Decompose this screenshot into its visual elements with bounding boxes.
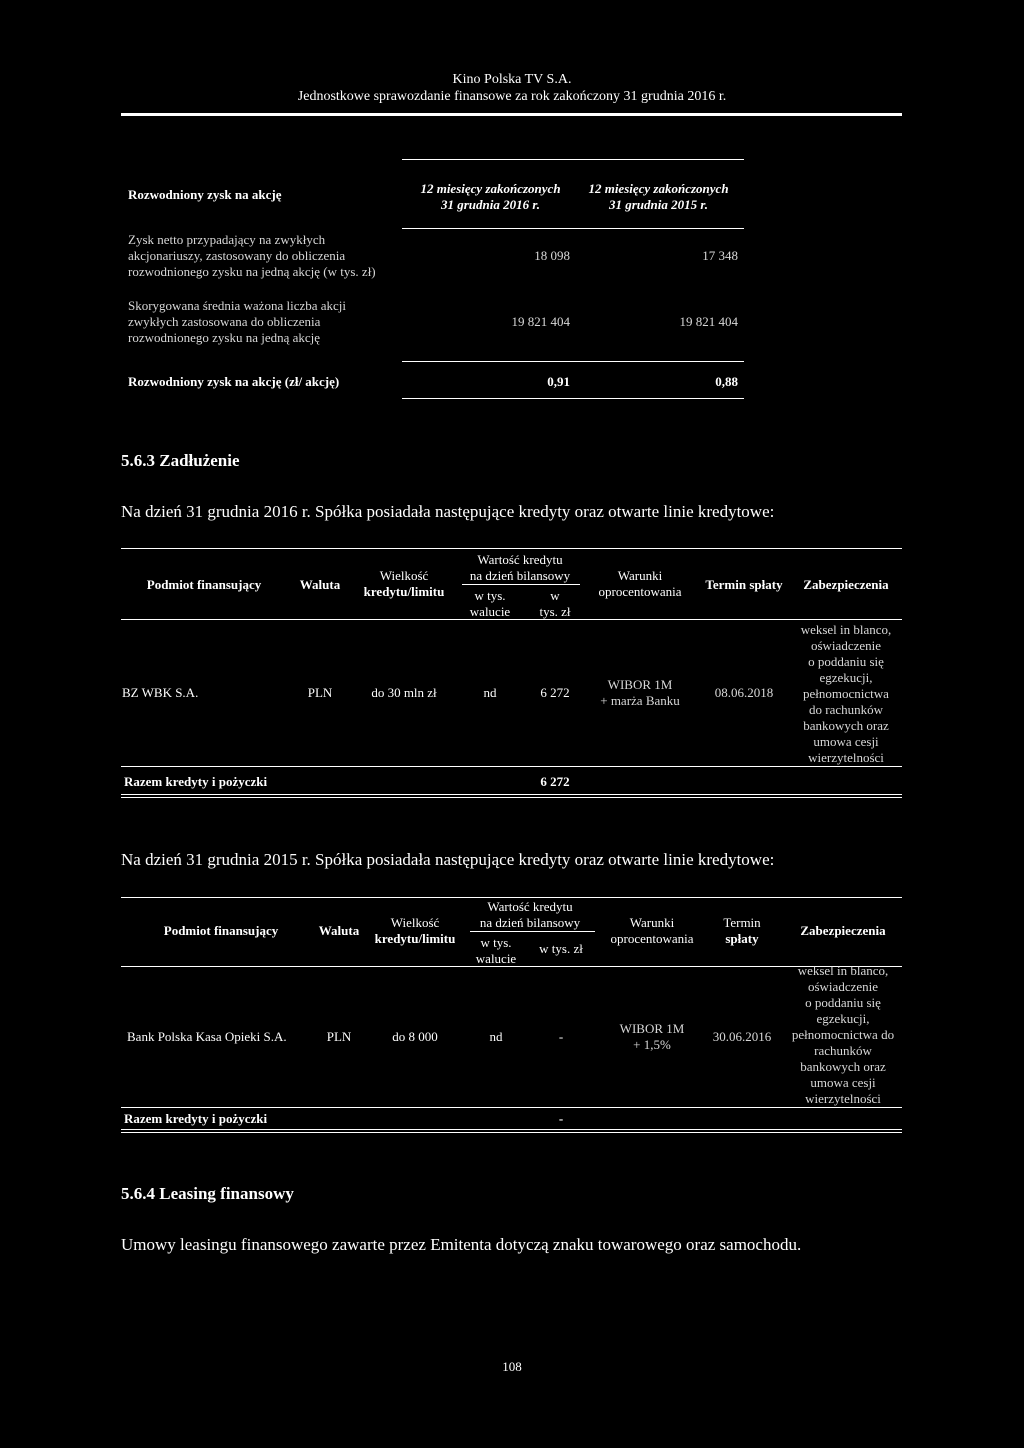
leasing-heading: 5.6.4 Leasing finansowy	[121, 1184, 294, 1203]
t2016-top-rule	[121, 548, 902, 549]
eps-row1-value-2015: 17 348	[702, 248, 738, 263]
eps-col2-line1: 12 miesięcy zakończonych	[588, 181, 729, 196]
t2015-sec-8: umowa cesji	[810, 1075, 876, 1090]
t2016-sec-7: bankowych oraz	[803, 718, 889, 733]
t2015-col-due-line1: Termin	[723, 915, 761, 930]
eps-total-label: Rozwodniony zysk na akcję (zł/ akcję)	[128, 374, 340, 389]
t2015-sec-3: o poddaniu się	[805, 995, 881, 1010]
eps-row2-value-2015: 19 821 404	[679, 314, 738, 329]
t2015-sec-2: oświadczenie	[807, 979, 879, 994]
t2016-sec-2: oświadczenie	[810, 638, 882, 653]
t2016-col-pln-line1: w	[550, 588, 560, 603]
t2015-row-pln: -	[558, 1029, 564, 1044]
t2015-row-terms-line2: + 1,5%	[633, 1037, 671, 1052]
eps-row1-label-line3: rozwodnionego zysku na jedną akcję (w tys. zł)	[128, 264, 376, 279]
t2016-sec-6: do rachunków	[808, 702, 883, 717]
t2016-col-value-line2: na dzień bilansowy	[469, 568, 571, 583]
t2015-total-rule-2	[121, 1132, 902, 1133]
t2016-body-rule	[121, 766, 902, 767]
t2015-value-subrule	[470, 931, 595, 932]
t2016-sec-8: umowa cesji	[813, 734, 879, 749]
t2016-col-cur-line2: walucie	[469, 604, 511, 619]
t2015-row-terms	[598, 1021, 706, 1053]
t2015-col-cur-line2: walucie	[475, 951, 517, 966]
eps-col1-line1: 12 miesięcy zakończonych	[420, 181, 561, 196]
t2015-col-currency: Waluta	[318, 923, 360, 938]
t2016-sec-3: o poddaniu się	[808, 654, 884, 669]
t2015-top-rule	[121, 897, 902, 898]
t2016-row-terms	[585, 677, 695, 709]
t2016-col-terms-line2: oprocentowania	[598, 584, 682, 599]
t2015-sec-4: egzekucji,	[816, 1011, 870, 1026]
t2015-body-rule	[121, 1107, 902, 1108]
eps-total-top-rule	[402, 361, 744, 362]
debt-intro-2016: Na dzień 31 grudnia 2016 r. Spółka posiadała następujące kredyty oraz otwarte linie kredytowe:	[121, 502, 775, 521]
t2015-col-value-line1: Wartość kredytu	[487, 899, 573, 914]
t2016-col-pln	[525, 588, 585, 620]
eps-total-2016: 0,91	[547, 374, 570, 389]
report-subtitle: Jednostkowe sprawozdanie finansowe za rok zakończony 31 grudnia 2016 r.	[297, 89, 727, 104]
t2016-row-due: 08.06.2018	[714, 685, 774, 700]
eps-row2-label	[128, 298, 346, 346]
t2015-row-currency: PLN	[326, 1029, 352, 1044]
t2015-col-due-line2: spłaty	[725, 931, 759, 946]
eps-title: Rozwodniony zysk na akcję	[128, 187, 282, 202]
t2015-col-size-line1: Wielkość	[390, 915, 440, 930]
t2015-row-cur: nd	[489, 1029, 503, 1044]
t2015-col-terms	[598, 915, 706, 947]
t2015-sec-1: weksel in blanco,	[797, 963, 889, 978]
t2015-row-due: 30.06.2016	[712, 1029, 772, 1044]
page-number: 108	[502, 1359, 522, 1374]
t2015-col-security: Zabezpieczenia	[800, 923, 886, 938]
t2015-col-pln: w tys. zł	[539, 941, 583, 956]
debt-heading: 5.6.3 Zadłużenie	[121, 451, 240, 470]
eps-col1-header	[408, 181, 573, 213]
t2015-total-rule-1	[121, 1129, 902, 1130]
eps-row1-label	[128, 232, 376, 280]
eps-row1-label-line1: Zysk netto przypadający na zwykłych	[128, 232, 326, 247]
eps-total-2015: 0,88	[715, 374, 738, 389]
debt-intro-2015: Na dzień 31 grudnia 2015 r. Spółka posiadała następujące kredyty oraz otwarte linie kredytowe:	[121, 850, 775, 869]
t2015-sec-5: pełnomocnictwa do	[791, 1027, 895, 1042]
t2016-sec-5: pełnomocnictwa	[803, 686, 889, 701]
t2016-col-security: Zabezpieczenia	[803, 577, 889, 592]
t2015-sec-9: wierzytelności	[805, 1091, 881, 1106]
t2016-sec-9: wierzytelności	[808, 750, 884, 765]
t2016-col-cur	[458, 588, 522, 620]
t2016-value-subrule	[462, 584, 580, 585]
t2016-row-size: do 30 mln zł	[371, 685, 437, 700]
eps-total-bottom-rule	[402, 398, 744, 399]
eps-col1-line2: 31 grudnia 2016 r.	[441, 197, 540, 212]
t2016-col-cur-line1: w tys.	[474, 588, 506, 603]
t2015-sec-6: rachunków	[814, 1043, 872, 1058]
t2015-col-size-line2: kredytu/limitu	[374, 931, 456, 946]
t2015-sec-7: bankowych oraz	[800, 1059, 886, 1074]
t2016-col-size	[355, 568, 453, 600]
t2016-total-rule-1	[121, 794, 902, 795]
t2015-row-terms-line1: WIBOR 1M	[619, 1021, 685, 1036]
t2015-col-terms-line2: oprocentowania	[610, 931, 694, 946]
eps-row1-value-2016: 18 098	[534, 248, 570, 263]
t2016-total-value: 6 272	[540, 774, 570, 789]
t2015-row-lender: Bank Polska Kasa Opieki S.A.	[127, 1029, 287, 1044]
t2016-total-label: Razem kredyty i pożyczki	[124, 774, 268, 789]
eps-row1-label-line2: akcjonariuszy, zastosowany do obliczenia	[128, 248, 346, 263]
t2015-total-label: Razem kredyty i pożyczki	[124, 1111, 268, 1126]
eps-row2-label-line2: zwykłych zastosowana do obliczenia	[128, 314, 321, 329]
t2016-col-size-line1: Wielkość	[379, 568, 429, 583]
leasing-text: Umowy leasingu finansowego zawarte przez Emitenta dotyczą znaku towarowego oraz samochodu.	[121, 1235, 802, 1254]
t2016-row-pln: 6 272	[540, 685, 570, 700]
t2016-col-value	[455, 552, 585, 584]
t2016-sec-1: weksel in blanco,	[800, 622, 892, 637]
t2015-total-value: -	[558, 1111, 564, 1126]
t2016-total-rule-2	[121, 797, 902, 798]
company-name: Kino Polska TV S.A.	[452, 72, 572, 87]
t2015-col-lender: Podmiot finansujący	[163, 923, 279, 938]
t2016-col-currency: Waluta	[299, 577, 341, 592]
t2016-col-lender: Podmiot finansujący	[146, 577, 262, 592]
eps-col2-header	[575, 181, 742, 213]
t2016-col-terms-line1: Warunki	[617, 568, 663, 583]
t2015-col-due	[706, 915, 778, 947]
t2015-row-security	[784, 963, 902, 1107]
t2016-col-pln-line2: tys. zł	[539, 604, 571, 619]
t2015-col-size	[366, 915, 464, 947]
t2016-col-due: Termin spłaty	[705, 577, 783, 592]
t2015-col-value-line2: na dzień bilansowy	[479, 915, 581, 930]
t2016-row-terms-line1: WIBOR 1M	[607, 677, 673, 692]
eps-row2-value-2016: 19 821 404	[511, 314, 570, 329]
eps-header-rule	[402, 228, 744, 229]
t2016-row-cur: nd	[483, 685, 497, 700]
eps-top-rule	[402, 159, 744, 160]
t2016-row-lender: BZ WBK S.A.	[122, 685, 199, 700]
t2016-row-currency: PLN	[307, 685, 333, 700]
t2015-col-value	[465, 899, 595, 931]
t2015-col-terms-line1: Warunki	[629, 915, 675, 930]
t2016-col-terms	[585, 568, 695, 600]
t2016-header-rule	[121, 619, 902, 620]
header-rule	[121, 113, 902, 116]
t2015-col-cur-line1: w tys.	[480, 935, 512, 950]
t2016-sec-4: egzekucji,	[819, 670, 873, 685]
t2016-col-value-line1: Wartość kredytu	[477, 552, 563, 567]
eps-row2-label-line3: rozwodnionego zysku na jedną akcję	[128, 330, 321, 345]
eps-col2-line2: 31 grudnia 2015 r.	[609, 197, 708, 212]
t2015-col-cur	[465, 935, 527, 967]
t2015-row-size: do 8 000	[392, 1029, 438, 1044]
t2016-row-terms-line2: + marża Banku	[600, 693, 680, 708]
eps-row2-label-line1: Skorygowana średnia ważona liczba akcji	[128, 298, 347, 313]
t2016-col-size-line2: kredytu/limitu	[363, 584, 445, 599]
t2016-row-security	[790, 622, 902, 766]
